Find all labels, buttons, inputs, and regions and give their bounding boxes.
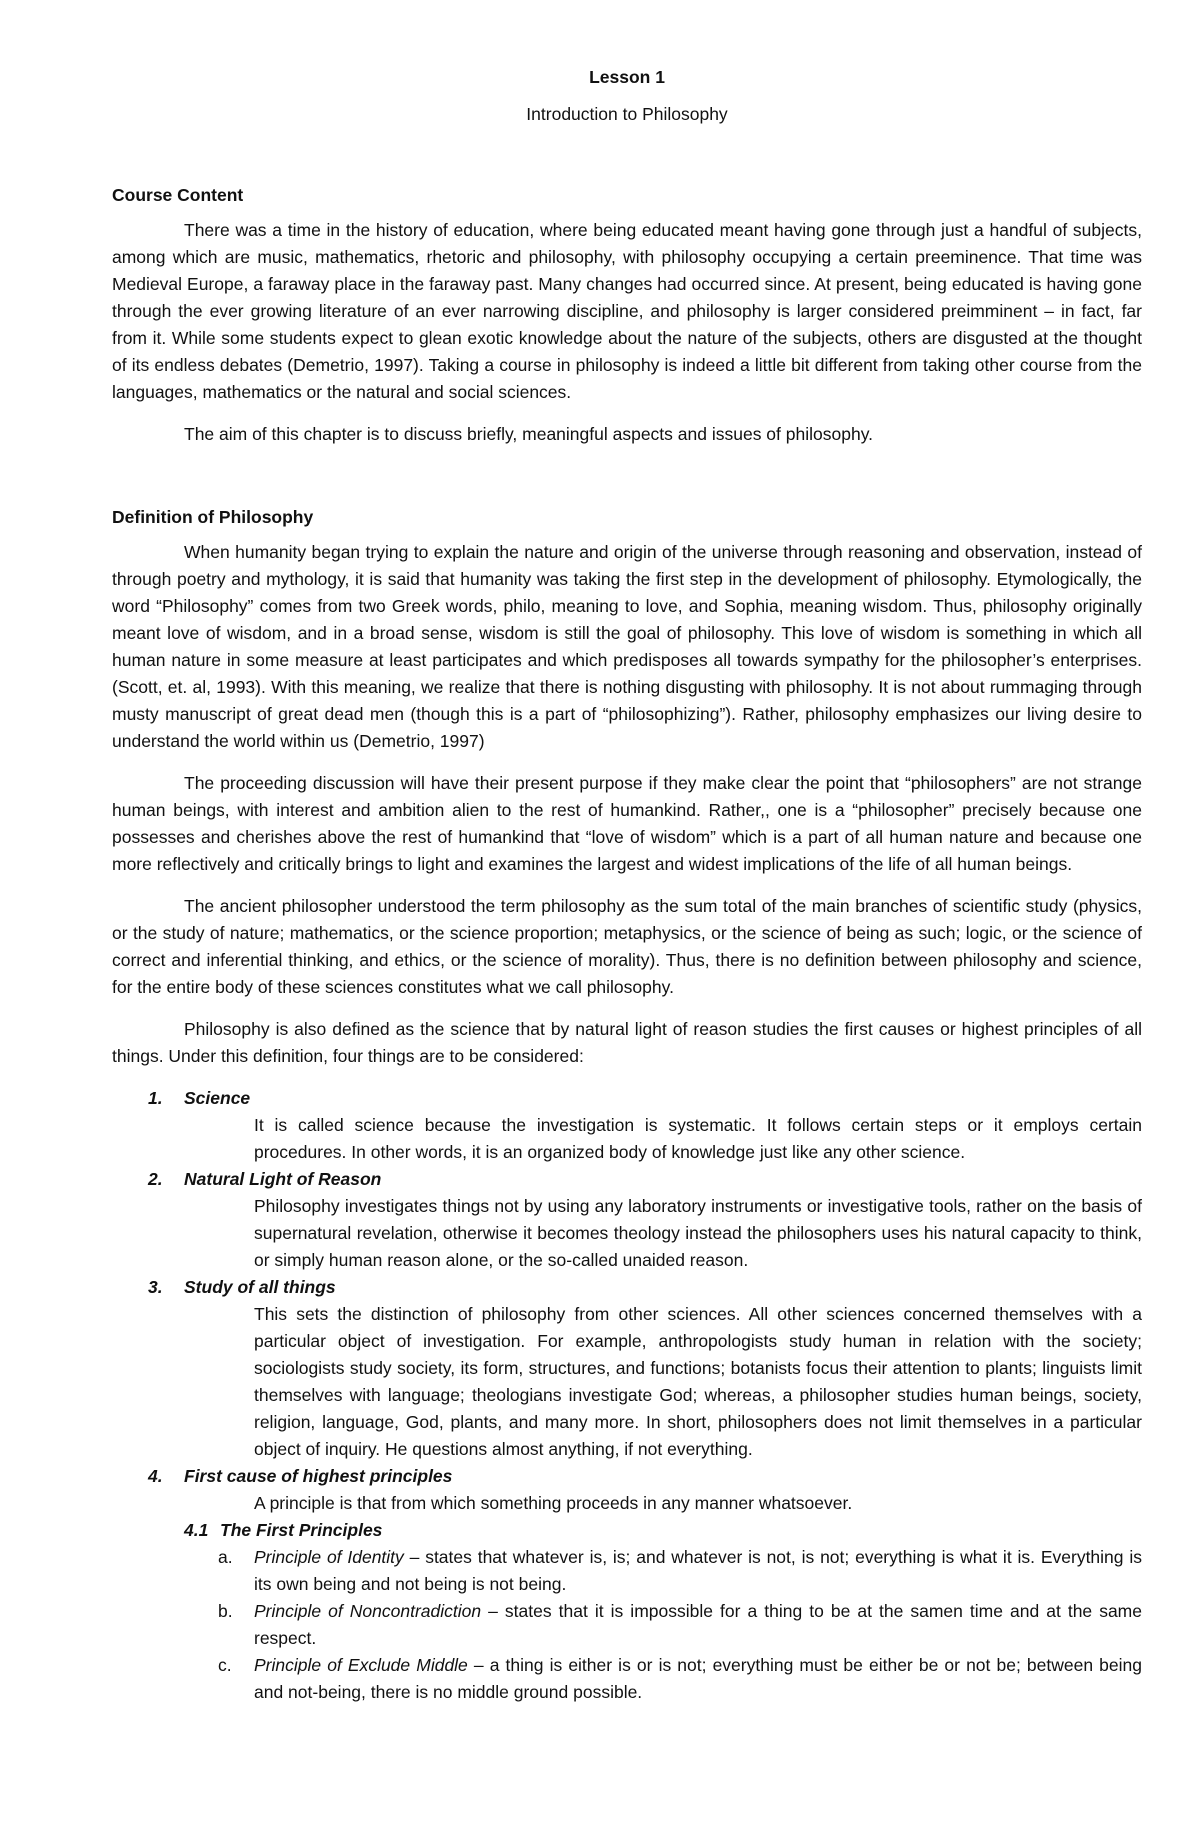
list-item	[112, 1085, 1142, 1166]
list-item-heading	[112, 1085, 1142, 1112]
sub-item-title: The First Principles	[220, 1520, 383, 1540]
list-item-heading	[112, 1166, 1142, 1193]
list-item-title: First cause of highest principles	[184, 1466, 453, 1486]
lesson-title: Introduction to Philosophy	[526, 104, 728, 124]
paragraph: The aim of this chapter is to discuss briefly, meaningful aspects and issues of philosophy.	[184, 424, 874, 444]
document-page	[112, 64, 1142, 1706]
principle-letter: a.	[218, 1547, 233, 1567]
list-item-title: Natural Light of Reason	[184, 1169, 382, 1189]
list-item-text: It is called science because the investigation is systematic. It follows certain steps or it employs certain procedures. In other words, it is an organized body of knowledge just like any other science.	[254, 1115, 1142, 1162]
definition-heading: Definition of Philosophy	[112, 507, 314, 527]
sub-item-number: 4.1	[184, 1520, 209, 1540]
list-item-number: 1.	[148, 1088, 163, 1108]
list-item-text: A principle is that from which something proceeds in any manner whatsoever.	[254, 1493, 853, 1513]
list-item-title: Study of all things	[184, 1277, 336, 1297]
list-item-text: Philosophy investigates things not by using any laboratory instruments or investigative tools, rather on the basis of supernatural revelation, otherwise it becomes theology instead the philosophers uses his natural capacity to think, or simply human reason alone, or the so-called unaided reason.	[254, 1196, 1142, 1270]
principle-item	[218, 1544, 1142, 1598]
principle-name: Principle of Exclude Middle	[254, 1655, 468, 1675]
list-item-number: 4.	[148, 1466, 163, 1486]
principle-name: Principle of Noncontradiction	[254, 1601, 482, 1621]
course-content-heading: Course Content	[112, 185, 244, 205]
list-item-title: Science	[184, 1088, 251, 1108]
paragraph: The ancient philosopher understood the term philosophy as the sum total of the main branches of scientific study (physics, or the study of nature; mathematics, or the science proportion; metaphysics, or the science of being as such; logic, or the science of correct and inferential thinking, and ethics, or the science of morality). Thus, there is no definition between philosophy and science, for the entire body of these sciences constitutes what we call philosophy.	[112, 896, 1142, 997]
principle-item	[218, 1652, 1142, 1706]
principle-description: – a thing is either is or is not; everything must be either be or not be; between being and not-being, there is no middle ground possible.	[254, 1655, 1142, 1702]
list-item-number: 2.	[148, 1169, 163, 1189]
list-item-number: 3.	[148, 1277, 163, 1297]
principle-text	[254, 1598, 1142, 1652]
list-item-heading	[112, 1463, 1142, 1490]
paragraph: When humanity began trying to explain the nature and origin of the universe through reasoning and observation, instead of through poetry and mythology, it is said that humanity was taking the first step in the development of philosophy. Etymologically, the word “Philosophy” comes from two Greek words, philo, meaning to love, and Sophia, meaning wisdom. Thus, philosophy originally meant love of wisdom, and in a broad sense, wisdom is still the goal of philosophy. This love of wisdom is something in which all human nature in some measure at least participates and which predisposes all towards sympathy for the philosopher’s enterprises.(Scott, et. al, 1993). With this meaning, we realize that there is nothing disgusting with philosophy. It is not about rummaging through musty manuscript of great dead men (though this is a part of “philosophizing”). Rather, philosophy emphasizes our living desire to understand the world within us (Demetrio, 1997)	[112, 542, 1142, 751]
principle-description: – states that whatever is, is; and whatever is not, is not; everything is what it is. Everything is its own being and not being is not being.	[254, 1547, 1142, 1594]
list-item	[112, 1274, 1142, 1463]
principle-item	[218, 1598, 1142, 1652]
list-item-heading	[112, 1274, 1142, 1301]
paragraph: There was a time in the history of education, where being educated meant having gone through just a handful of subjects, among which are music, mathematics, rhetoric and philosophy, with philosophy occupying a certain preeminence. That time was Medieval Europe, a faraway place in the faraway past. Many changes had occurred since. At present, being educated is having gone through the ever growing literature of an ever narrowing discipline, and philosophy is larger considered preimminent – in fact, far from it. While some students expect to glean exotic knowledge about the nature of the subjects, others are disgusted at the thought of its endless debates (Demetrio, 1997). Taking a course in philosophy is indeed a little bit different from taking other course from the languages, mathematics or the natural and social sciences.	[112, 220, 1142, 402]
list-item-text: This sets the distinction of philosophy from other sciences. All other sciences concerned themselves with a particular object of investigation. For example, anthropologists study human in relation with the society; sociologists study society, its form, structures, and functions; botanists focus their attention to plants; linguists limit themselves with language; theologians investigate God; whereas, a philosopher studies human beings, society, religion, language, God, plants, and many more. In short, philosophers does not limit themselves in a particular object of inquiry. He questions almost anything, if not everything.	[254, 1304, 1142, 1459]
principle-text	[254, 1652, 1142, 1706]
list-item	[112, 1463, 1142, 1706]
first-principles-heading	[184, 1517, 1142, 1544]
principle-name: Principle of Identity	[254, 1547, 404, 1567]
course-content-section	[112, 182, 1142, 448]
principle-description: – states that it is impossible for a thing to be at the samen time and at the same respect.	[254, 1601, 1142, 1648]
definition-list	[112, 1085, 1142, 1706]
principle-letter: c.	[218, 1655, 232, 1675]
lesson-number: Lesson 1	[589, 67, 665, 87]
paragraph: The proceeding discussion will have their present purpose if they make clear the point that “philosophers” are not strange human beings, with interest and ambition alien to the rest of humankind. Rather,, one is a “philosopher” precisely because one possesses and cherishes above the rest of humankind that “love of wisdom” which is a part of all human nature and because one more reflectively and critically brings to light and examines the largest and widest implications of the life of all human beings.	[112, 773, 1142, 874]
principle-letter: b.	[218, 1601, 233, 1621]
definition-section	[112, 504, 1142, 1706]
list-item	[112, 1166, 1142, 1274]
paragraph: Philosophy is also defined as the science that by natural light of reason studies the first causes or highest principles of all things. Under this definition, four things are to be considered:	[112, 1019, 1142, 1066]
principle-text	[254, 1544, 1142, 1598]
